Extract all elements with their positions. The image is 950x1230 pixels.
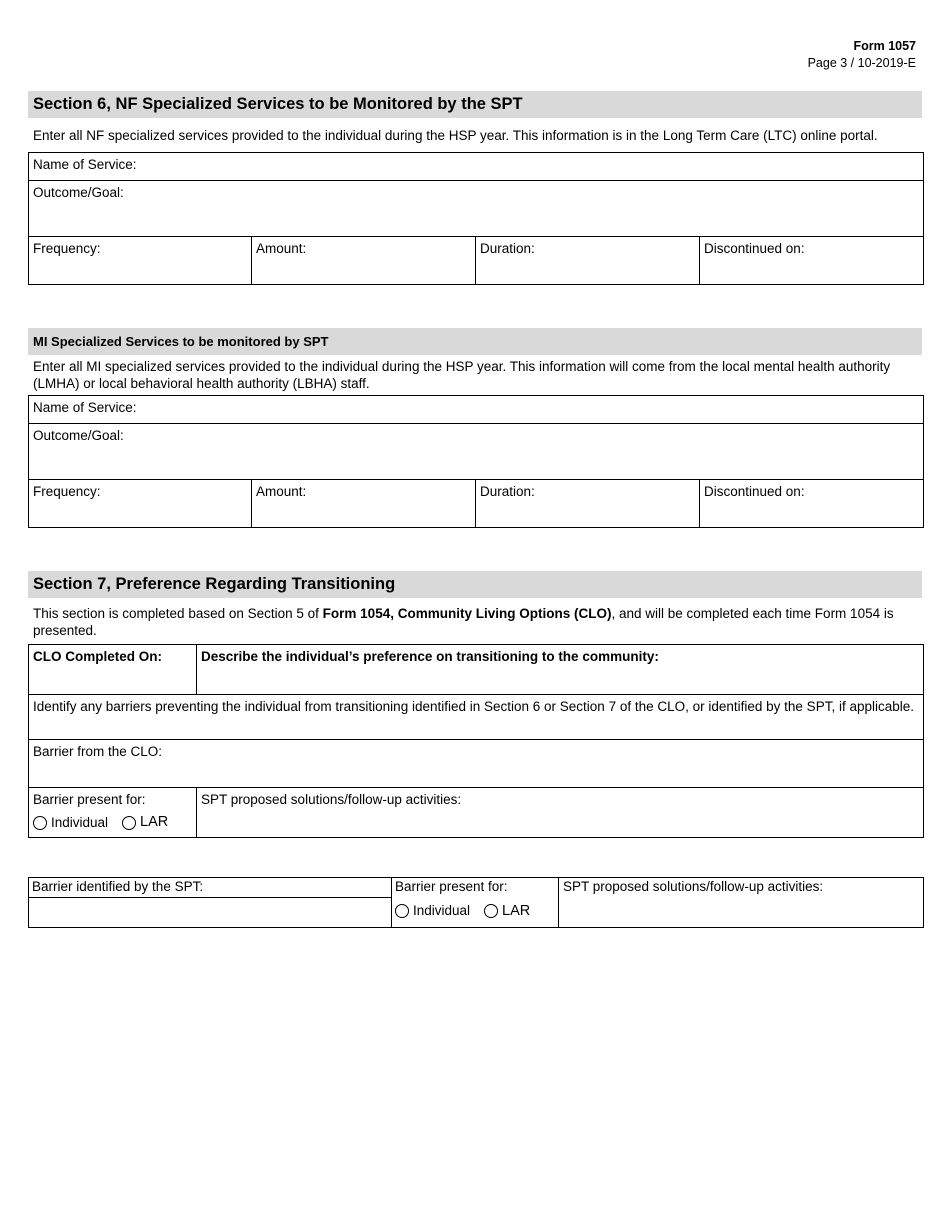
barriers-instructions: Identify any barriers preventing the individual from transitioning identified in Section 6 or Section 7 of the CLO, or identified by the SPT, if applicable. [29, 695, 924, 740]
spt-barrier-table [28, 877, 924, 928]
barrier-identified-by-spt-label: Barrier identified by the SPT: [29, 878, 392, 898]
spt-individual-radio-label: Individual [413, 903, 471, 918]
nf-frequency-label: Frequency: [33, 241, 101, 256]
spt-individual-radio[interactable] [395, 904, 409, 918]
mi-discontinued-field[interactable] [700, 480, 924, 528]
transition-preference-label: Describe the individual’s preference on transitioning to the community: [201, 649, 659, 664]
section7-intro-form-ref: Form 1054, Community Living Options (CLO) [322, 606, 612, 621]
mi-amount-label: Amount: [256, 484, 307, 499]
nf-duration-field[interactable] [476, 237, 700, 285]
clo-spt-solutions-label: SPT proposed solutions/follow-up activities: [201, 792, 462, 807]
clo-barrier-present-for-label: Barrier present for: [33, 792, 146, 807]
page-info: Page 3 / 10-2019-E [807, 56, 916, 70]
mi-duration-field[interactable] [476, 480, 700, 528]
spt-solutions-field[interactable] [559, 878, 924, 928]
spt-barrier-radio-group [395, 902, 555, 920]
section7-intro-post: , and will be completed each time Form 1054 is presented. [33, 606, 894, 638]
spt-barrier-present-for-label: Barrier present for: [395, 879, 508, 894]
nf-discontinued-label: Discontinued on: [704, 241, 805, 256]
section6-title: Section 6, NF Specialized Services to be Monitored by the SPT [28, 91, 922, 118]
mi-outcome-goal-label: Outcome/Goal: [33, 428, 124, 443]
clo-lar-radio[interactable] [122, 816, 136, 830]
mi-amount-field[interactable] [252, 480, 476, 528]
barrier-identified-by-spt-field[interactable] [29, 898, 392, 928]
transition-preference-field[interactable] [197, 645, 924, 695]
clo-barrier-present-for-cell [29, 788, 197, 838]
section6-nf-table [28, 152, 924, 285]
nf-name-of-service-field[interactable] [29, 153, 924, 181]
mi-duration-label: Duration: [480, 484, 535, 499]
section7-intro-pre: This section is completed based on Section 5 of [33, 606, 323, 621]
clo-individual-radio[interactable] [33, 816, 47, 830]
mi-section-title: MI Specialized Services to be monitored by SPT [28, 328, 922, 355]
barrier-from-clo-field[interactable] [29, 740, 924, 788]
mi-discontinued-label: Discontinued on: [704, 484, 805, 499]
nf-name-of-service-label: Name of Service: [33, 157, 137, 172]
mi-name-of-service-field[interactable] [29, 396, 924, 424]
nf-amount-label: Amount: [256, 241, 307, 256]
spt-solutions-label: SPT proposed solutions/follow-up activities: [563, 879, 824, 894]
nf-outcome-goal-label: Outcome/Goal: [33, 185, 124, 200]
clo-completed-on-field[interactable] [29, 645, 197, 695]
nf-outcome-goal-field[interactable] [29, 181, 924, 237]
page-header [808, 38, 916, 72]
nf-amount-field[interactable] [252, 237, 476, 285]
section6-intro: Enter all NF specialized services provided to the individual during the HSP year. This information is in the Long Term Care (LTC) online portal. [33, 128, 878, 143]
nf-frequency-field[interactable] [29, 237, 252, 285]
mi-outcome-goal-field[interactable] [29, 424, 924, 480]
clo-completed-on-label: CLO Completed On: [33, 649, 162, 664]
barrier-from-clo-label: Barrier from the CLO: [33, 744, 163, 759]
mi-section-intro: Enter all MI specialized services provided to the individual during the HSP year. This information will come from the local mental health authority (LMHA) or local behavioral health authority (LBHA) staff. [33, 359, 891, 391]
spt-lar-radio-label: LAR [502, 903, 531, 919]
nf-discontinued-field[interactable] [700, 237, 924, 285]
spt-barrier-present-for-cell [392, 878, 559, 928]
clo-individual-radio-label: Individual [51, 815, 109, 830]
clo-spt-solutions-field[interactable] [197, 788, 924, 838]
clo-lar-radio-label: LAR [140, 814, 169, 830]
form-number: Form 1057 [853, 39, 916, 53]
nf-duration-label: Duration: [480, 241, 535, 256]
section7-intro [33, 605, 913, 639]
mi-frequency-field[interactable] [29, 480, 252, 528]
clo-barrier-radio-group [33, 814, 192, 831]
mi-frequency-label: Frequency: [33, 484, 101, 499]
section7-title: Section 7, Preference Regarding Transitioning [28, 571, 922, 598]
spt-lar-radio[interactable] [484, 904, 498, 918]
mi-services-table [28, 395, 924, 528]
mi-name-of-service-label: Name of Service: [33, 400, 137, 415]
section7-table [28, 644, 924, 838]
